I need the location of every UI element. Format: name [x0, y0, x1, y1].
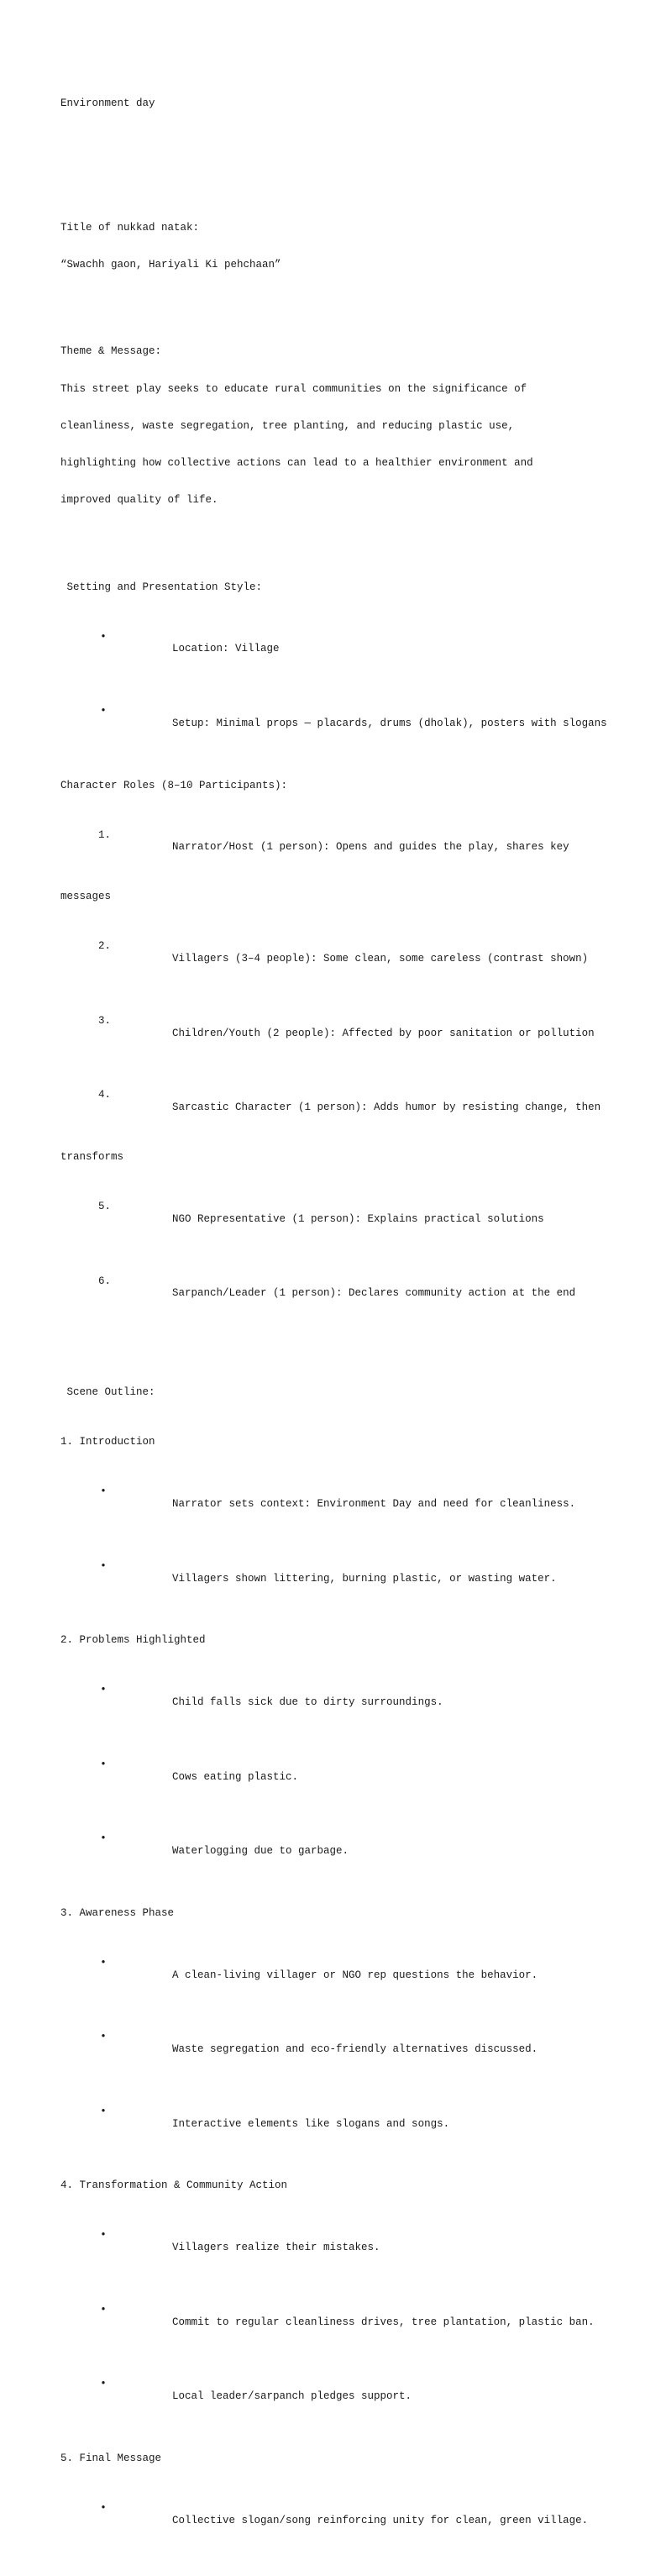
bullet-marker: • — [100, 705, 107, 717]
spacer — [60, 172, 615, 185]
setting-item — [60, 692, 615, 742]
role-text: Narrator/Host (1 person): Opens and guides the play, shares key — [172, 841, 569, 854]
role-text-wrap: transforms — [60, 1151, 124, 1163]
theme-line: This street play seeks to educate rural communities on the significance of — [60, 382, 527, 395]
role-text: Villagers (3–4 people): Some clean, some careless (contrast shown) — [172, 953, 589, 965]
bullet-marker: • — [100, 2303, 107, 2316]
setting-item-text: Location: Village — [172, 643, 280, 655]
scene-item — [60, 2291, 615, 2341]
bullet-marker: • — [100, 2501, 107, 2514]
setting-item-text: Setup: Minimal props — placards, drums (dholak), posters with slogans — [172, 717, 607, 729]
role-number: 2. — [97, 940, 111, 953]
scene-item — [60, 2489, 615, 2539]
scene-item — [60, 2217, 615, 2267]
spacer — [60, 296, 615, 308]
scene-item — [60, 2093, 615, 2142]
bullet-marker: • — [100, 1684, 107, 1696]
scene-item — [60, 1548, 615, 1597]
role-text: Sarpanch/Leader (1 person): Declares community action at the end — [172, 1287, 576, 1300]
bullet-marker: • — [100, 630, 107, 643]
role-text: Sarcastic Character (1 person): Adds humor by resisting change, then — [172, 1101, 601, 1113]
title-value: “Swachh gaon, Hariyali Ki pehchaan” — [60, 259, 281, 271]
scene-item-text: Waterlogging due to garbage. — [172, 1845, 349, 1857]
role-item — [60, 1002, 615, 1052]
role-item — [60, 928, 615, 978]
theme-line: improved quality of life. — [60, 494, 218, 507]
scene-title: 4. Transformation & Community Action — [60, 2179, 288, 2192]
bullet-marker: • — [100, 1485, 107, 1498]
scene-title: 1. Introduction — [60, 1436, 155, 1448]
spacer — [60, 1337, 615, 1349]
scene-item-text: Child falls sick due to dirty surroundings. — [172, 1696, 443, 1708]
bullet-marker: • — [100, 2229, 107, 2242]
scene-item-text: Commit to regular cleanliness drives, tree plantation, plastic ban. — [172, 2316, 595, 2328]
scene-item — [60, 1672, 615, 1722]
theme-line: cleanliness, waste segregation, tree planting, and reducing plastic use, — [60, 419, 515, 432]
role-item — [60, 1263, 615, 1312]
role-number: 6. — [97, 1275, 111, 1287]
spacer — [60, 532, 615, 544]
scene-item-text: Local leader/sarpanch pledges support. — [172, 2390, 412, 2402]
spacer — [60, 135, 615, 148]
bullet-marker: • — [100, 2031, 107, 2043]
bullet-marker: • — [100, 2105, 107, 2117]
scene-item-text: Interactive elements like slogans and songs. — [172, 2117, 450, 2130]
scene-item — [60, 1821, 615, 1870]
bullet-marker: • — [100, 1832, 107, 1845]
scene-item — [60, 1474, 615, 1523]
role-number: 3. — [97, 1014, 111, 1027]
bullet-marker: • — [100, 1956, 107, 1969]
scene-item — [60, 2019, 615, 2069]
scene-item — [60, 1944, 615, 1994]
role-text: NGO Representative (1 person): Explains practical solutions — [172, 1212, 544, 1225]
scene-item-text: Cows eating plastic. — [172, 1770, 299, 1783]
scene-item — [60, 1746, 615, 1795]
scene-item-text: Villagers realize their mistakes. — [172, 2242, 380, 2253]
title-label: Title of nukkad natak: — [60, 221, 200, 234]
scene-title: 3. Awareness Phase — [60, 1906, 175, 1919]
role-number: 5. — [97, 1201, 111, 1212]
bullet-marker: • — [100, 1559, 107, 1572]
document-body — [60, 60, 615, 2576]
scene-title: 2. Problems Highlighted — [60, 1634, 206, 1647]
document-heading: Environment day — [60, 97, 155, 110]
role-number: 4. — [97, 1089, 111, 1101]
scene-item-text: A clean-living villager or NGO rep questions the behavior. — [172, 1969, 538, 1981]
scene-item-text: Waste segregation and eco-friendly alternatives discussed. — [172, 2043, 538, 2055]
bullet-marker: • — [100, 1758, 107, 1770]
setting-heading: Setting and Presentation Style: — [60, 581, 263, 593]
setting-item — [60, 618, 615, 668]
role-item — [60, 817, 615, 866]
scene-title: 5. Final Message — [60, 2452, 162, 2464]
scene-item-text: Collective slogan/song reinforcing unity for clean, green village. — [172, 2514, 589, 2526]
role-item — [60, 1188, 615, 1238]
scene-item-text: Narrator sets context: Environment Day and need for cleanliness. — [172, 1498, 576, 1510]
role-text: Children/Youth (2 people): Affected by poor sanitation or pollution — [172, 1027, 595, 1039]
role-text-wrap: messages — [60, 891, 112, 903]
scenes-heading: Scene Outline: — [60, 1386, 155, 1399]
role-item — [60, 1077, 615, 1127]
theme-line: highlighting how collective actions can lead to a healthier environment and — [60, 457, 533, 469]
role-number: 1. — [97, 828, 111, 841]
scene-item-text: Villagers shown littering, burning plastic, or wasting water. — [172, 1572, 557, 1585]
roles-heading: Character Roles (8–10 Participants): — [60, 779, 288, 791]
scene-item — [60, 2366, 615, 2416]
bullet-marker: • — [100, 2378, 107, 2390]
theme-heading: Theme & Message: — [60, 345, 162, 358]
